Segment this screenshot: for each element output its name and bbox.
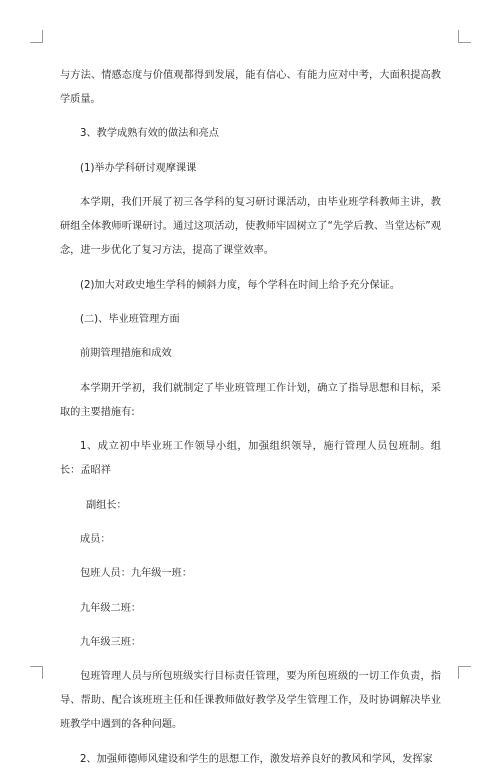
paragraph-subject-support: (2)加大对政史地生学科的倾斜力度，每个学科在时间上给予充分保证。 (80, 279, 401, 291)
line-class-staff-one: 包班人员：九年级一班： (80, 568, 193, 580)
section-heading-graduating-class: (二)、毕业班管理方面 (80, 313, 180, 325)
crop-mark-top-left (30, 30, 43, 43)
crop-mark-bottom-left (30, 666, 43, 679)
paragraph-teacher-ethics: 2、加强师德师风建设和学生的思想工作，激发培养良好的教风和学风，发挥家 (80, 753, 433, 765)
line-deputy-leader: 副组长： (86, 499, 127, 511)
document-body (60, 64, 441, 782)
subheading-early-measures: 前期管理措施和成效 (80, 348, 172, 360)
paragraph-review-activity: 本学期，我们开展了初三各学科的复习研讨课活动，由毕业班学科教师主讲，教研组全体教师听课研讨。通过这项活动，使教师牢固树立了“先学后教、当堂达标”观念，进一步优化了复习方法，提高了课堂效率。 (60, 197, 441, 257)
crop-mark-bottom-right (458, 666, 471, 679)
line-class-two: 九年级二班： (80, 602, 142, 614)
paragraph-leadership-group: 1、成立初中毕业班工作领导小组，加强组织领导，施行管理人员包班制。组长：孟昭祥 (60, 441, 441, 477)
crop-mark-top-right (458, 30, 471, 43)
paragraph-target-responsibility: 包班管理人员与所包班级实行目标责任管理，要为所包班级的一切工作负责，指导、帮助、配合该班班主任和任课教师做好教学及学生管理工作，及时协调解决毕业班教学中遇到的各种问题。 (60, 671, 441, 731)
paragraph-management-plan: 本学期开学初，我们就制定了毕业班管理工作计划，确立了指导思想和目标，采取的主要措施有: (60, 382, 441, 418)
paragraph-continuation: 与方法、情感态度与价值观都得到发展，能有信心、有能力应对中考，大面积提高教学质量。 (60, 70, 441, 105)
section-heading-teaching-practices: 3、教学成熟有效的做法和亮点 (80, 128, 219, 140)
line-class-three: 九年级三班： (80, 637, 142, 649)
line-members: 成员： (80, 533, 111, 545)
subheading-observation-class: (1)举办学科研讨观摩课课 (80, 162, 197, 174)
